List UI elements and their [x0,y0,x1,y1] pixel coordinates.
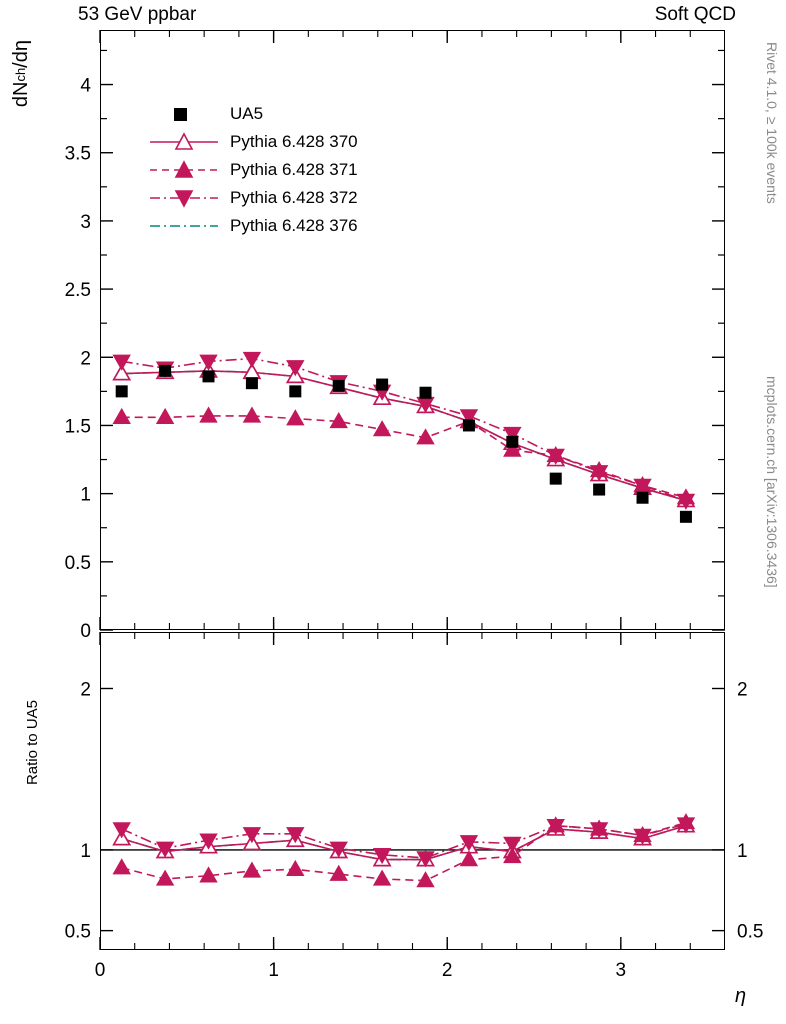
data-marker [463,419,475,431]
legend [148,100,358,240]
data-marker [201,408,217,422]
legend-item [148,156,358,184]
data-marker [461,852,477,866]
y-tick-label-ratio: 1 [80,840,91,862]
data-marker [201,355,217,369]
data-marker [376,379,388,391]
data-marker [374,871,390,885]
data-marker [550,473,562,485]
data-marker [114,409,130,423]
y-tick-label-main: 2 [80,348,91,370]
legend-label: Pythia 6.428 376 [230,216,358,235]
data-marker [374,422,390,436]
y-tick-label-ratio-right: 2 [737,679,748,701]
legend-label: Pythia 6.428 371 [230,160,358,179]
data-marker [246,377,258,389]
data-marker [287,828,303,842]
data-marker [287,411,303,425]
data-marker [418,873,434,887]
data-marker [157,409,173,423]
legend-key-ua5 [148,103,220,125]
header-left: 53 GeV ppbar [78,4,197,25]
y-tick-label-ratio-right: 0.5 [737,921,764,943]
y-tick-label-main: 1.5 [64,416,91,438]
x-axis-label: η [735,985,747,1007]
legend-key-372 [148,187,220,209]
data-marker [289,385,301,397]
header-right: Soft QCD [654,4,736,25]
y-tick-label-main: 3.5 [64,143,91,165]
data-marker [116,385,128,397]
y-tick-label-main: 2.5 [64,280,91,302]
legend-item [148,212,358,240]
data-marker [420,387,432,399]
x-tick-label: 3 [615,960,627,981]
data-marker [593,484,605,496]
data-marker [114,860,130,874]
y-axis-label-main: dNch/dη [10,40,32,108]
y-tick-label-main: 1 [80,484,91,506]
data-marker [159,365,171,377]
y-axis-label-ratio: Ratio to UA5 [24,700,41,786]
data-marker [203,370,215,382]
legend-label: UA5 [230,104,264,123]
y-tick-label-ratio: 2 [80,679,91,701]
data-marker [506,436,518,448]
data-marker [680,511,692,523]
data-marker [114,823,130,837]
data-marker [637,492,649,504]
arxiv-reference-label: mcplots.cern.ch [arXiv:1306.3436] [764,376,780,588]
main-series-group [114,353,694,523]
x-tick-label: 1 [268,960,279,981]
data-marker [333,380,345,392]
y-tick-label-ratio-right: 1 [737,840,748,862]
y-tick-label-ratio: 0.5 [64,921,91,943]
x-tick-label: 0 [94,960,106,981]
x-tick-label: 2 [441,960,453,981]
legend-label: Pythia 6.428 370 [230,132,358,151]
legend-label: Pythia 6.428 372 [230,188,358,207]
legend-item [148,128,358,156]
y-tick-label-main: 4 [80,75,91,97]
legend-item [148,184,358,212]
y-tick-label-main: 0 [80,621,91,642]
legend-key-370 [148,131,220,153]
data-marker [287,861,303,875]
legend-key-376 [148,215,220,237]
data-marker [244,353,260,367]
rivet-version-label: Rivet 4.1.0, ≥ 100k events [764,42,780,204]
y-tick-label-main: 0.5 [64,552,91,574]
legend-item [148,100,358,128]
data-marker [244,408,260,422]
legend-key-371 [148,159,220,181]
y-tick-label-main: 3 [80,211,91,233]
data-marker [287,361,303,375]
